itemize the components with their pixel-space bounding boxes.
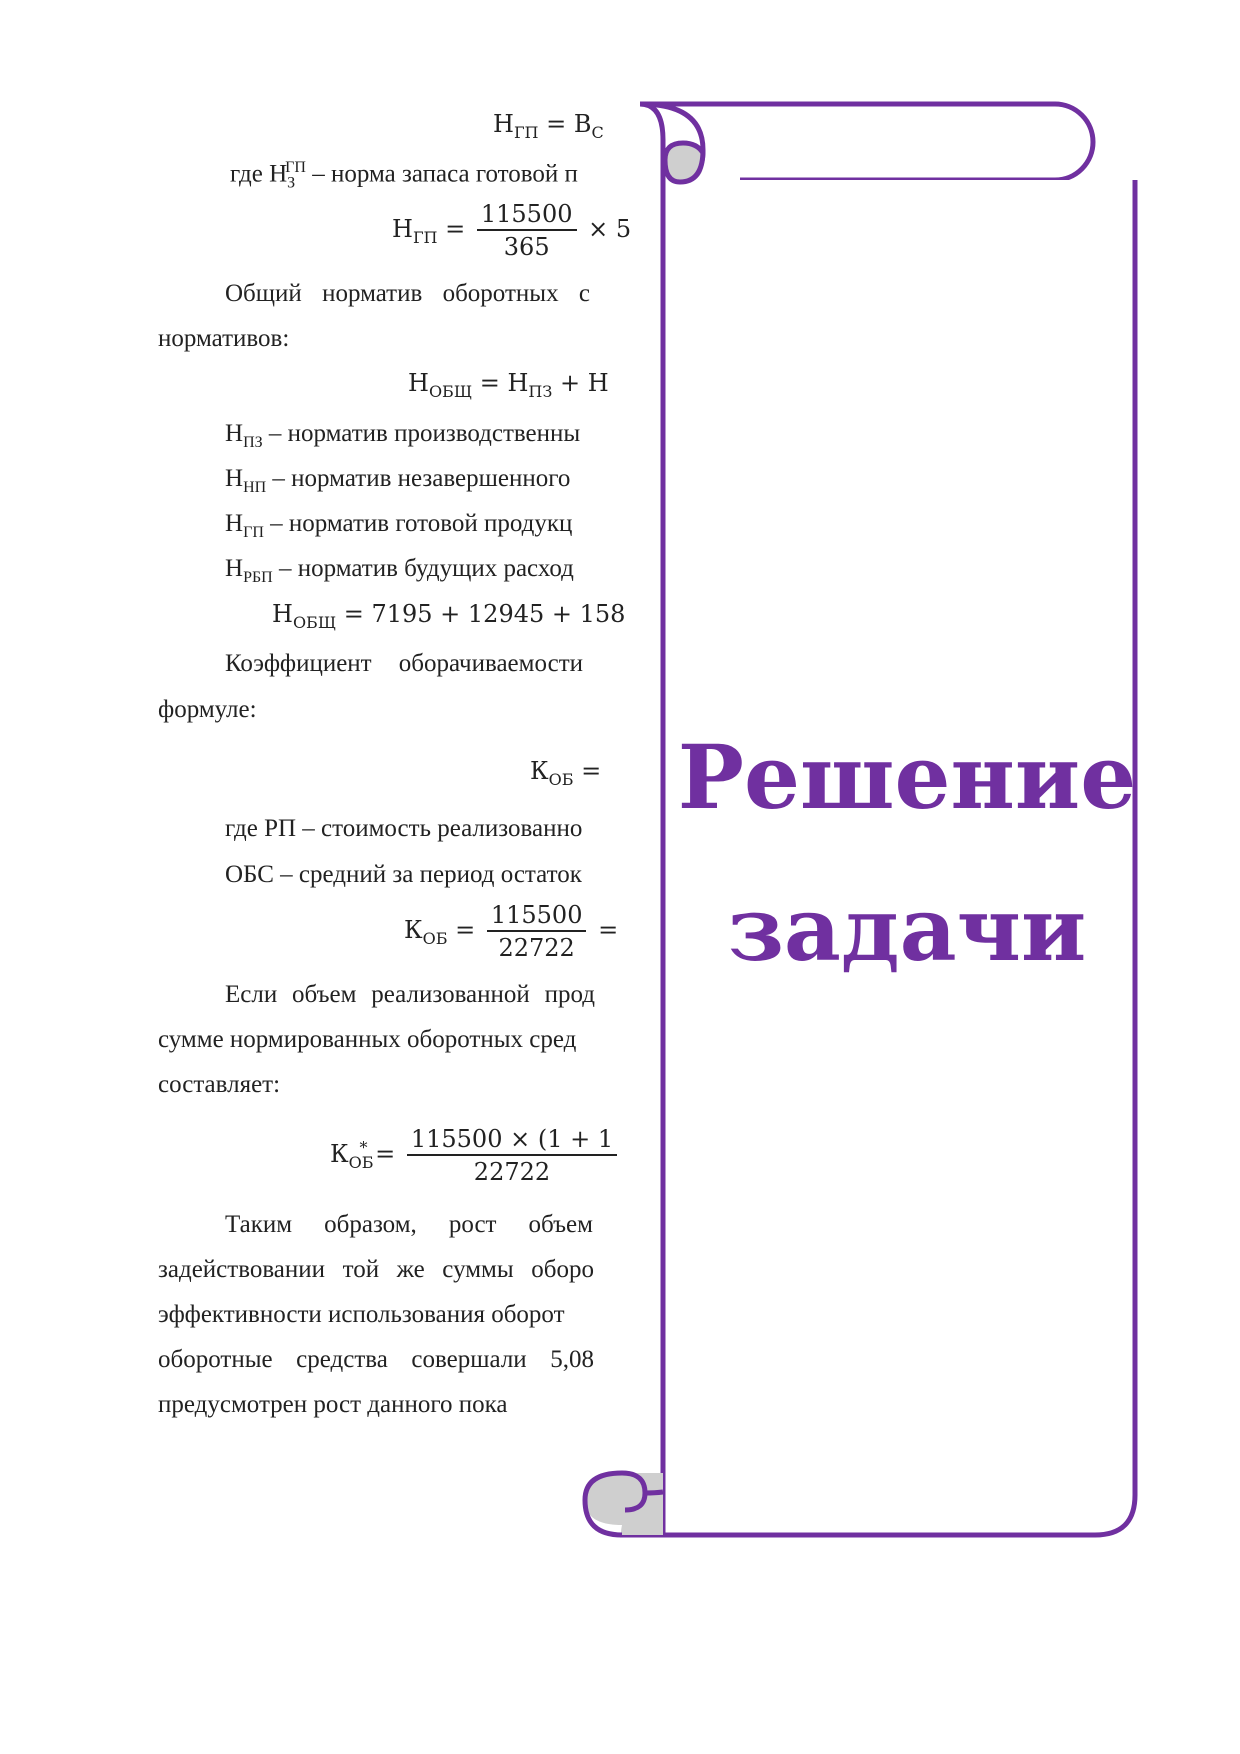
- formula-tail: × 5: [588, 215, 632, 243]
- word: Таким: [225, 1211, 293, 1238]
- paragraph-line: предусмотрен рост данного пока: [158, 1391, 508, 1418]
- word: оборо: [531, 1256, 594, 1283]
- where-text: где Н: [230, 160, 288, 188]
- formula-symbol: К: [404, 916, 423, 944]
- formula-rhs: = Н: [479, 369, 529, 397]
- word: объем: [528, 1211, 593, 1238]
- word: объем: [292, 981, 357, 1008]
- word: с: [578, 280, 590, 307]
- definition-subscript: РБП: [243, 569, 273, 586]
- word: рост: [448, 1211, 497, 1238]
- formula-subscript: ГП: [513, 122, 539, 142]
- formula-symbol: К: [330, 1140, 349, 1168]
- scroll-title-line2: задачи: [727, 877, 1087, 981]
- formula-subscript: ОБЩ: [292, 612, 337, 632]
- paragraph-continuation: формуле:: [158, 696, 257, 723]
- definition-subscript: ПЗ: [243, 434, 263, 451]
- formula-superscript: *: [359, 1138, 368, 1157]
- word: совершали: [411, 1346, 527, 1373]
- formula-symbol: Н: [493, 110, 514, 138]
- formula-rhs: = В: [546, 110, 592, 138]
- definition-text: – норматив готовой продукц: [263, 510, 573, 537]
- fraction-denominator: 365: [503, 233, 550, 261]
- definition-subscript: НП: [243, 479, 267, 496]
- numerator-text: 115500 × (1 +: [410, 1125, 598, 1153]
- word: суммы: [442, 1256, 514, 1283]
- where-text: – норма запаса готовой п: [305, 160, 578, 188]
- formula-subscript: ОБ: [422, 928, 448, 948]
- word: норматив: [322, 280, 423, 307]
- definition-symbol: Н: [225, 420, 244, 447]
- formula-subscript: ОБЩ: [428, 381, 473, 401]
- definition-text: – норматив будущих расход: [272, 555, 574, 582]
- where-realized-cost: где РП – стоимость реализованно: [225, 815, 583, 842]
- scroll-sheet-fill: [665, 140, 1135, 1535]
- scroll-title-line1: Решение: [677, 725, 1137, 829]
- word: оборачиваемости: [398, 650, 583, 677]
- word: той: [342, 1256, 380, 1283]
- formula-equals: =: [598, 916, 619, 944]
- word: Если: [225, 981, 278, 1008]
- definition-text: – норматив незавершенного: [266, 465, 571, 492]
- where-subscript: З: [287, 174, 296, 192]
- scroll-bottom-curl-tail: [645, 1492, 663, 1493]
- formula-equals: =: [581, 757, 602, 785]
- paragraph-line: сумме нормированных оборотных сред: [158, 1026, 577, 1053]
- definition-symbol: Н: [225, 465, 244, 492]
- formula-equals: =: [445, 215, 466, 243]
- formula-symbol: К: [530, 757, 549, 785]
- definition-subscript: ГП: [243, 524, 264, 541]
- word: задействовании: [158, 1256, 326, 1283]
- word: оборотные: [158, 1346, 273, 1373]
- formula-equals: =: [375, 1140, 396, 1168]
- fraction-numerator: 115500: [477, 202, 577, 231]
- formula-subscript: С: [591, 122, 604, 142]
- formula-tail: + Н: [559, 369, 609, 397]
- where-superscript: ГП: [285, 159, 306, 176]
- formula-symbol: Н: [272, 600, 293, 628]
- word: образом,: [324, 1211, 417, 1238]
- formula-symbol: Н: [408, 369, 429, 397]
- paragraph-continuation: нормативов:: [158, 325, 290, 352]
- word: средства: [296, 1346, 388, 1373]
- formula-subscript: ГП: [412, 227, 438, 247]
- definition-text: – норматив производственны: [262, 420, 581, 447]
- word: 5,08: [550, 1346, 594, 1373]
- word: реализованной: [371, 981, 530, 1008]
- formula-subscript: ОБ: [348, 1152, 374, 1172]
- numerator-text: 1: [597, 1125, 614, 1153]
- definition-symbol: Н: [225, 555, 244, 582]
- scroll-sheet-left: [640, 104, 663, 1535]
- word: Общий: [225, 280, 302, 307]
- formula-equals: =: [455, 916, 476, 944]
- definition-symbol: Н: [225, 510, 244, 537]
- formula-subscript: ОБ: [548, 769, 574, 789]
- paragraph-line: эффективности использования оборот: [158, 1301, 565, 1328]
- fraction-denominator: 22722: [498, 934, 575, 962]
- word: оборотных: [442, 280, 559, 307]
- formula-symbol: Н: [392, 215, 413, 243]
- paragraph-line: составляет:: [158, 1071, 281, 1098]
- formula-rhs: = 7195 + 12945 + 158: [343, 600, 626, 628]
- fraction-numerator: 115500: [487, 903, 587, 932]
- word: прод: [544, 981, 595, 1008]
- where-average-balance: ОБС – средний за период остаток: [225, 861, 582, 888]
- word: Коэффициент: [225, 650, 372, 677]
- word: же: [396, 1256, 425, 1283]
- formula-subscript: ПЗ: [528, 381, 553, 401]
- fraction-denominator: 22722: [473, 1158, 551, 1186]
